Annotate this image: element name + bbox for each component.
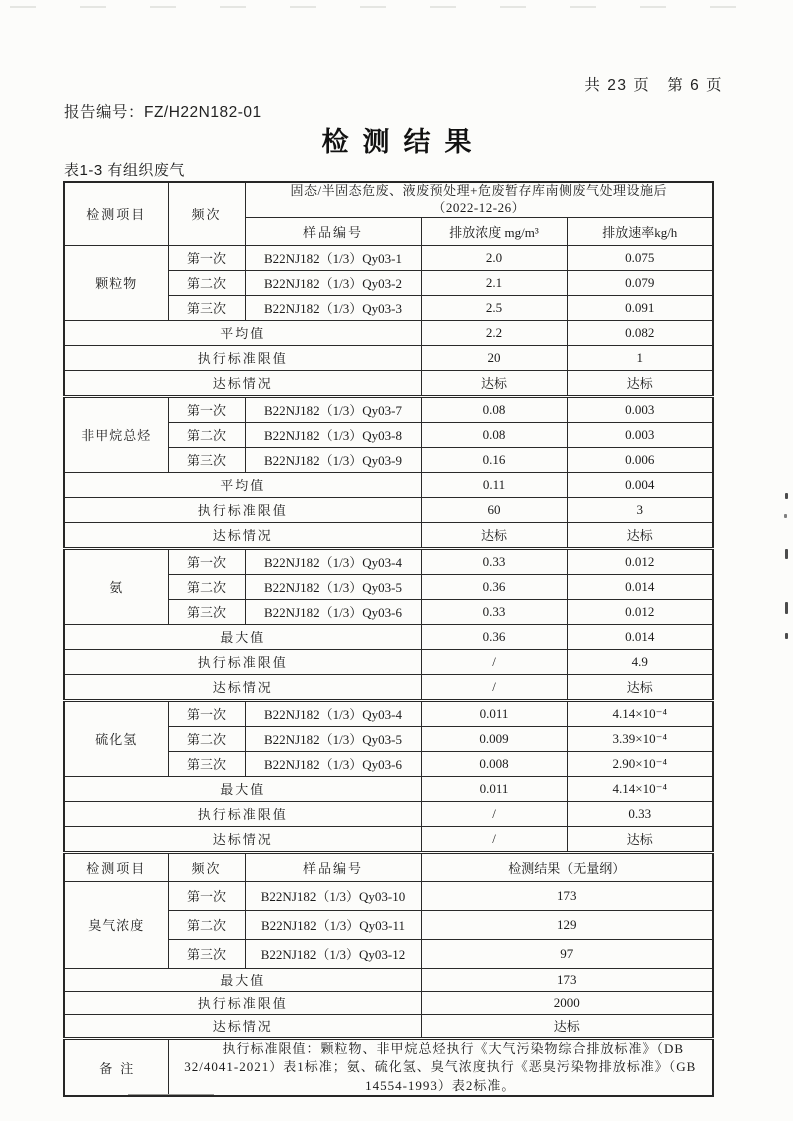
rate-cell: 0.004 [567,472,713,497]
sample-no-cell: B22NJ182（1/3）Qy03-1 [245,245,421,270]
header2-result: 检测结果（无量纲） [421,852,713,881]
concentration-cell: 0.008 [421,751,567,776]
sample-no-cell: B22NJ182（1/3）Qy03-5 [245,574,421,599]
summary-label-cell: 执行标准限值 [64,649,421,674]
rate-cell: 0.082 [567,320,713,345]
concentration-cell: / [421,674,567,700]
frequency-cell: 第二次 [168,910,245,939]
sample-no-cell: B22NJ182（1/3）Qy03-5 [245,726,421,751]
concentration-cell: 20 [421,345,567,370]
summary-label-cell: 达标情况 [64,826,421,852]
concentration-cell: 0.16 [421,447,567,472]
concentration-cell: 0.08 [421,422,567,447]
summary-label-cell: 平均值 [64,320,421,345]
scan-artifact [785,493,788,499]
sample-no-cell: B22NJ182（1/3）Qy03-3 [245,295,421,320]
rate-cell: 0.006 [567,447,713,472]
header-item: 检测项目 [64,182,168,245]
rate-cell: 3 [567,497,713,522]
summary-label-cell: 平均值 [64,472,421,497]
result-cell: 129 [421,910,713,939]
concentration-cell: 0.33 [421,548,567,574]
concentration-cell: 2.2 [421,320,567,345]
concentration-cell: 2.1 [421,270,567,295]
sampling-date: （2022-12-26） [432,199,526,215]
header-sample-no: 样品编号 [245,217,421,245]
frequency-cell: 第一次 [168,881,245,910]
results-table [63,181,714,1097]
document-title: 检测结果 [321,127,486,157]
result-cell: 达标 [421,1014,713,1038]
rate-cell: 0.014 [567,624,713,649]
rate-cell: 4.14×10⁻⁴ [567,700,713,726]
rate-cell: 0.091 [567,295,713,320]
result-cell: 173 [421,881,713,910]
rate-cell: 4.9 [567,649,713,674]
summary-label-cell: 执行标准限值 [64,497,421,522]
concentration-cell: 0.33 [421,599,567,624]
remark-label-cell: 备注 [64,1038,168,1096]
result-cell: 2000 [421,991,713,1014]
summary-label-cell: 执行标准限值 [64,345,421,370]
sample-no-cell: B22NJ182（1/3）Qy03-11 [245,910,421,939]
rate-cell: 2.90×10⁻⁴ [567,751,713,776]
frequency-cell: 第一次 [168,396,245,422]
summary-label-cell: 最大值 [64,968,421,991]
rate-cell: 达标 [567,370,713,396]
rate-cell: 达标 [567,522,713,548]
sample-no-cell: B22NJ182（1/3）Qy03-2 [245,270,421,295]
rate-cell: 0.33 [567,801,713,826]
concentration-cell: 0.009 [421,726,567,751]
rate-cell: 达标 [567,674,713,700]
result-cell: 97 [421,939,713,968]
rate-cell: 1 [567,345,713,370]
sample-no-cell: B22NJ182（1/3）Qy03-12 [245,939,421,968]
result-cell: 173 [421,968,713,991]
page-indicator: 共 23 页 第 6 页 [584,77,723,94]
item-cell: 臭气浓度 [64,881,168,968]
concentration-cell: 2.5 [421,295,567,320]
concentration-cell: 0.36 [421,624,567,649]
frequency-cell: 第三次 [168,295,245,320]
item-cell: 非甲烷总烃 [64,396,168,472]
concentration-cell: 达标 [421,522,567,548]
sample-no-cell: B22NJ182（1/3）Qy03-7 [245,396,421,422]
frequency-cell: 第三次 [168,751,245,776]
concentration-cell: 0.011 [421,776,567,801]
item-cell: 硫化氢 [64,700,168,776]
rate-cell: 0.079 [567,270,713,295]
concentration-cell: 2.0 [421,245,567,270]
header-concentration: 排放浓度 mg/m³ [421,217,567,245]
header2-sample-no: 样品编号 [245,852,421,881]
frequency-cell: 第一次 [168,700,245,726]
scan-artifact [785,549,788,559]
frequency-cell: 第三次 [168,447,245,472]
header2-item: 检测项目 [64,852,168,881]
rate-cell: 0.003 [567,422,713,447]
rate-cell: 4.14×10⁻⁴ [567,776,713,801]
item-cell: 氨 [64,548,168,624]
rate-cell: 0.012 [567,599,713,624]
frequency-cell: 第二次 [168,422,245,447]
summary-label-cell: 执行标准限值 [64,991,421,1014]
concentration-cell: / [421,801,567,826]
sample-no-cell: B22NJ182（1/3）Qy03-4 [245,548,421,574]
summary-label-cell: 达标情况 [64,522,421,548]
scan-artifact [128,1094,214,1095]
remark-text-cell: 执行标准限值：颗粒物、非甲烷总烃执行《大气污染物综合排放标准》（DB 32/4041-2021）表1标准；氨、硫化氢、臭气浓度执行《恶臭污染物排放标准》（GB 14554-1993）表2标准。 [168,1038,713,1096]
sampling-location: 固态/半固态危废、液废预处理+危废暂存库南侧废气处理设施后 [290,183,667,198]
sample-no-cell: B22NJ182（1/3）Qy03-6 [245,599,421,624]
summary-label-cell: 达标情况 [64,674,421,700]
sample-no-cell: B22NJ182（1/3）Qy03-6 [245,751,421,776]
rate-cell: 0.014 [567,574,713,599]
item-cell: 颗粒物 [64,245,168,320]
rate-cell: 0.012 [567,548,713,574]
concentration-cell: 60 [421,497,567,522]
frequency-cell: 第三次 [168,939,245,968]
sample-no-cell: B22NJ182（1/3）Qy03-9 [245,447,421,472]
rate-cell: 0.075 [567,245,713,270]
summary-label-cell: 最大值 [64,624,421,649]
concentration-cell: 0.36 [421,574,567,599]
table-caption: 表1-3 有组织废气 [64,162,185,179]
concentration-cell: 0.11 [421,472,567,497]
sample-no-cell: B22NJ182（1/3）Qy03-10 [245,881,421,910]
frequency-cell: 第一次 [168,245,245,270]
frequency-cell: 第二次 [168,726,245,751]
scan-artifact [10,6,770,8]
header-location-cell [245,182,713,217]
concentration-cell: / [421,826,567,852]
rate-cell: 达标 [567,826,713,852]
concentration-cell: 0.08 [421,396,567,422]
header-frequency: 频次 [168,182,245,245]
sample-no-cell: B22NJ182（1/3）Qy03-8 [245,422,421,447]
concentration-cell: 达标 [421,370,567,396]
rate-cell: 3.39×10⁻⁴ [567,726,713,751]
sample-no-cell: B22NJ182（1/3）Qy03-4 [245,700,421,726]
rate-cell: 0.003 [567,396,713,422]
summary-label-cell: 达标情况 [64,370,421,396]
concentration-cell: / [421,649,567,674]
scan-artifact [784,514,787,518]
frequency-cell: 第二次 [168,574,245,599]
scan-artifact [785,633,788,639]
frequency-cell: 第一次 [168,548,245,574]
summary-label-cell: 最大值 [64,776,421,801]
frequency-cell: 第二次 [168,270,245,295]
report-number: 报告编号：FZ/H22N182-01 [64,104,262,121]
concentration-cell: 0.011 [421,700,567,726]
header-rate: 排放速率kg/h [567,217,713,245]
scan-artifact [785,602,788,614]
summary-label-cell: 执行标准限值 [64,801,421,826]
header2-frequency: 频次 [168,852,245,881]
summary-label-cell: 达标情况 [64,1014,421,1038]
frequency-cell: 第三次 [168,599,245,624]
